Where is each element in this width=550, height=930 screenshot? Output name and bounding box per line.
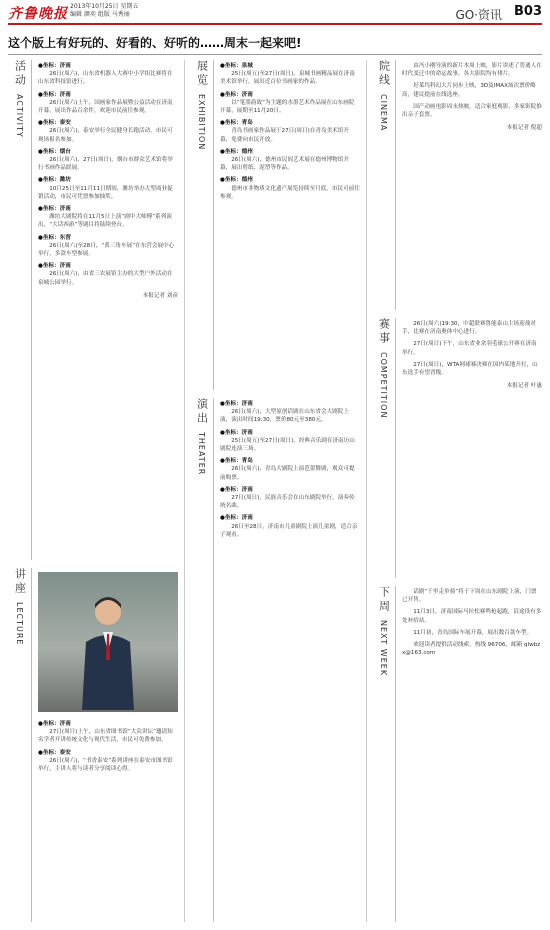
lecture-photo: [38, 572, 178, 712]
section-label-theater: [190, 398, 214, 922]
section-label-exhibition: [190, 60, 214, 390]
byline: 本报记者 倪超: [506, 125, 542, 132]
list-item: ●坐标：烟台 26日(周六)、27日(周日)，烟台市群众艺术馆将举行书画作品联展。: [38, 148, 173, 172]
section-label-nextweek: [372, 586, 396, 922]
list-item: ●坐标：济南 27日(周日)上午，山东省图书馆“大众讲坛”邀请知名学者开讲传统文化与现代生活，市民可免费参加。: [38, 721, 173, 744]
headline-rule: [8, 54, 542, 55]
list-item: ●坐标：德州 26日(周六)，德州市民间艺术展在德州博物馆开幕，展出剪纸、泥塑等作品。: [220, 148, 349, 172]
list-item: ●坐标：泰安 26日(周六)，“书香泰安”系列讲座在泰安市图书馆举行，主讲人将与读者分享阅读心得。: [38, 749, 173, 773]
list-item: 11月3日，济南国际马拉松赛鸣枪起跑，沿途设有多处补给站。: [402, 609, 542, 624]
page-headline: 这个版上有好玩的、好看的、好听的……周末一起来吧!: [8, 36, 302, 50]
section-label-competition: [372, 318, 396, 578]
issue-editors: 编辑 颜奕 组版 马秀丽: [70, 11, 130, 18]
label-cn: 展览: [195, 60, 209, 88]
list-item: ●坐标：泰安 26日(周六)，泰安举行全民健身长跑活动，市民可现场报名参加。: [38, 120, 173, 143]
list-item: ●坐标：济南 26日(周六)，由省三农展馆主办的大型户外活动在泉城公园举行。: [38, 263, 173, 286]
section-label-lecture: [8, 568, 32, 922]
masthead: [0, 0, 550, 24]
label-cn: 下周: [377, 586, 391, 614]
label-en: THEATER: [197, 432, 206, 476]
column-separator: [366, 60, 367, 922]
speaker-figure-icon: [76, 590, 140, 710]
list-item: ●坐标：东营 26日(周六)至28日，“黄三角车展”在东营会展中心举行，多款车型参展。: [38, 234, 175, 258]
list-item: ●坐标：潍坊 10月25日至11月11日期间，潍坊举办大型商业促销活动，市民可凭票参加抽奖。: [38, 177, 173, 200]
cinema-body: [402, 62, 542, 306]
label-cn: 院线: [377, 60, 391, 88]
issue-meta: [70, 3, 180, 19]
competition-body: [402, 320, 542, 576]
label-en: COMPETITION: [379, 352, 388, 419]
column-separator: [184, 60, 185, 922]
column-cinema: [372, 60, 542, 922]
column-activity: [8, 60, 178, 922]
section-label-cinema: [372, 60, 396, 310]
label-en: LECTURE: [15, 602, 24, 646]
label-en: ACTIVITY: [15, 94, 24, 138]
list-item: ●坐标：济南 26日(周六)，大型原创话剧在山东省会大剧院上演，演出时间19:30，票价80元至380元。: [220, 401, 349, 424]
list-item: 11月初，青岛国际车展开幕，展出数百款车型。: [413, 629, 533, 636]
list-item: ●坐标：济南 26日至28日，济南市儿童剧院上演儿童剧，适合亲子观看。: [220, 515, 358, 538]
label-cn: 讲座: [13, 568, 27, 596]
list-item: ●坐标：青岛 青岛书画家作品展于27日(周日)在青岛美术馆开幕，免费向市民开放。: [220, 120, 349, 143]
issue-date: 2013年10月25日 星期五: [70, 3, 139, 10]
label-en: NEXT WEEK: [379, 620, 388, 677]
list-item: 27日(周日)，WTA网球赛决赛在国内某地开打，山东选手有望晋级。: [402, 361, 538, 377]
label-en: EXHIBITION: [197, 94, 206, 151]
list-item: ●坐标：济南 27日(周日)，民族音乐会在山东剧院举行，演奏传统名曲。: [220, 486, 355, 510]
list-item: 27日(周日)下午，山东省业余羽毛球公开赛在济南举行。: [402, 341, 537, 356]
list-item: ●坐标：济南 25日(周五)至27日(周日)，经典音乐剧在济南历山剧院连演三场。: [220, 429, 355, 453]
list-item: ●坐标：济南 26日(周六)上午，国画家作品展暨公益活动在济南开幕，展出作品百余件，欢迎市民前往参观。: [38, 91, 173, 115]
list-item: ●坐标：青岛 26日(周六)，青岛大剧院上演芭蕾舞剧，观众可提前购票。: [220, 458, 355, 481]
list-item: ●坐标：济南 26日(周六)，山东省机器人大赛中小学组比赛将在山东省科技馆进行。: [38, 63, 173, 86]
list-item: ●坐标：济南 潍坊大剧院将在11月5日上演“剧中大师傅”系列演出，“大话西游”等剧目将陆续登台。: [38, 206, 172, 229]
list-item: ●坐标：济南 以“笔墨韵致”为主题的水墨艺术作品展在山东画院开幕，展期至11月20日。: [220, 91, 355, 115]
list-item: ●坐标：德州 德州市非物质文化遗产展览持续至月底，市民可前往参观。: [220, 177, 360, 200]
list-item: ●坐标：泉城 25日(周五)至27日(周日)，泉城书画精品展在济南美术馆举行，展出近百位书画家的作品。: [220, 63, 355, 86]
list-item: 欢迎读者提供活动线索，热线 96706，邮箱 qlwbzx@163.com: [402, 642, 541, 657]
top-rule: [8, 23, 542, 25]
newspaper-logo: 齐鲁晚报: [8, 6, 68, 22]
label-cn: 活动: [13, 60, 27, 88]
section-label-activity: [8, 60, 32, 560]
list-item: 话剧“千里走单骑”将于下周在山东剧院上演，门票已开售。: [402, 589, 537, 604]
label-cn: 赛事: [377, 318, 391, 346]
theater-body: [220, 400, 360, 920]
list-item: 好莱坞科幻大片同步上映，3D及IMAX场次票价略高，建议提前在线选座。: [402, 83, 536, 98]
byline: 本报记者 刘彦: [142, 292, 178, 299]
byline: 本报记者 叶惠: [506, 383, 542, 390]
label-en: CINEMA: [379, 94, 388, 132]
label-cn: 演出: [195, 398, 209, 426]
section-title: GO·资讯: [455, 8, 502, 22]
nextweek-body: [402, 588, 542, 918]
activity-body: [38, 62, 178, 552]
list-item: 由冯小刚导演的新片本周上映，影片讲述了普通人在时代变迁中的命运故事，各大影院均有排片。: [402, 63, 542, 78]
column-exhibition: [190, 60, 360, 922]
page-number: B03: [514, 4, 542, 19]
list-item: 国产动画电影周末热映，适合家庭观影，多家影院推出亲子套票。: [402, 103, 542, 119]
list-item: 26日(周六)19:30，中超联赛鲁能泰山主场迎战对手，比赛在济南奥体中心进行。: [402, 321, 536, 336]
lecture-body: [38, 720, 178, 920]
exhibition-body: [220, 62, 360, 382]
